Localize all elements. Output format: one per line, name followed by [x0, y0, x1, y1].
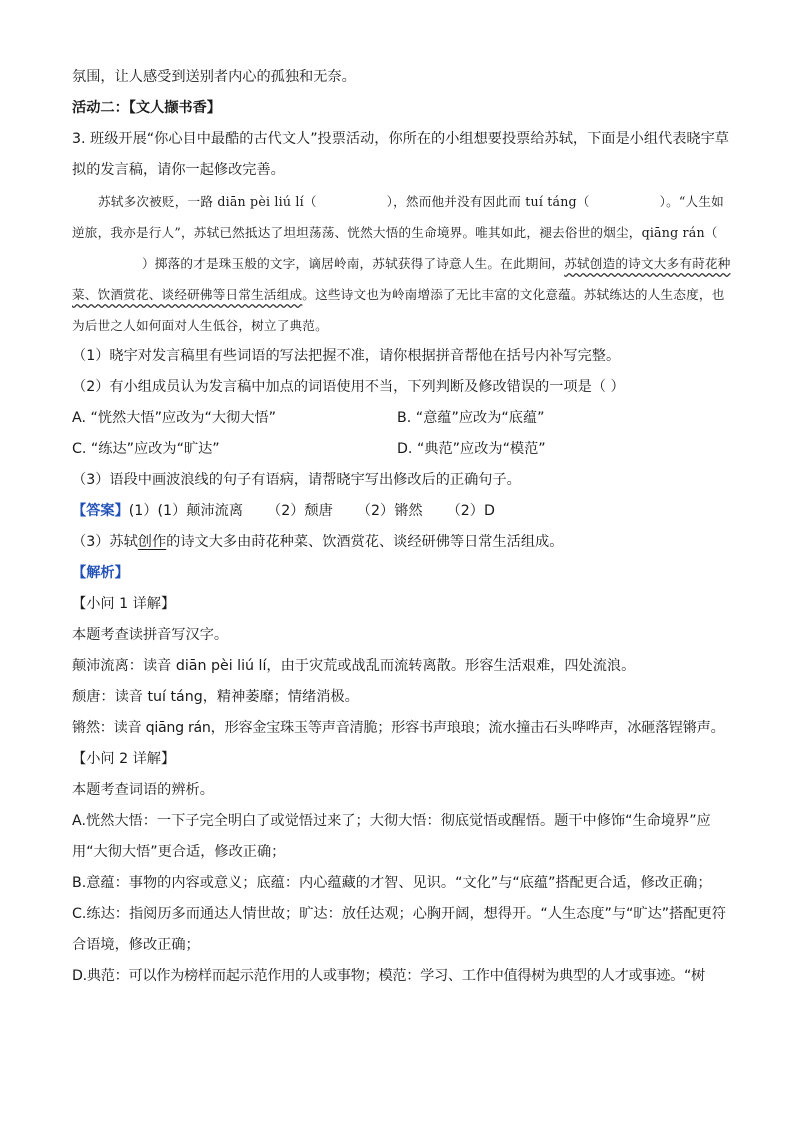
- answer-text: （3）苏轼: [72, 534, 138, 550]
- sub-question: （1）晓宇对发言稿里有些词语的写法把握不准，请你根据拼音帮他在括号内补写完整。: [72, 348, 621, 364]
- text-line: D.典范：可以作为榜样而起示范作用的人或事物；模范：学习、工作中值得树为典型的人才或事迹。“树: [72, 968, 705, 984]
- text-line: C.练达：指阅历多而通达人情世故；旷达：放任达观；心胸开阔，想得开。“人生态度”与“旷达”搭配更符合语境，修改正确；: [72, 906, 726, 953]
- underlined-word: 创作: [137, 534, 167, 550]
- answer-line: [72, 496, 732, 527]
- passage-text: ），然而他并没有因此而 tuí táng（: [386, 194, 590, 209]
- answer-item: （2）D: [446, 503, 495, 519]
- passage-text: ）。“人生如逆旅，我亦是行人”，苏轼已然抵达了坦坦荡荡、恍然大悟的生命境界。唯其如此，褪去俗世的烟尘，qiāng rán（: [72, 194, 724, 240]
- analysis-tag: 【解析】: [72, 565, 129, 581]
- sub-question: （3）语段中画波浪线的句子有语病，请帮晓宇写出修改后的正确句子。: [72, 472, 521, 488]
- options-row: [72, 403, 732, 434]
- options-row: [72, 434, 732, 465]
- text-line: A.恍然大悟：一下子完全明白了或觉悟过来了；大彻大悟：彻底觉悟或醒悟。题干中修饰“生命境界”应用“大彻大悟”更合适，修改正确；: [72, 813, 711, 860]
- question-prompt: 3. 班级开展“你心目中最酷的古代文人”投票活动，你所在的小组想要投票给苏轼，下面是小组代表晓宇草拟的发言稿，请你一起修改完善。: [72, 131, 729, 178]
- passage-text: 。这些诗文也为岭南增添了无比丰富的文化意蕴。苏轼练达的人生态度，也为后世之人如何面对人生低谷，树立了典范。: [72, 287, 725, 333]
- option-b: B. “意蕴”应改为“底蕴”: [397, 410, 545, 426]
- answer-item: (1）(1）颠沛流离: [128, 503, 244, 519]
- text-line: 氛围，让人感受到送别者内心的孤独和无奈。: [72, 69, 356, 85]
- passage-text: 苏轼多次被贬，一路 diān pèi liú lí（: [98, 194, 317, 209]
- text-line: 本题考查词语的辨析。: [72, 782, 214, 798]
- document-content: [72, 62, 732, 992]
- answer-line: [72, 527, 732, 558]
- answer-item: （2）锵然: [356, 503, 423, 519]
- sub-question: （2）有小组成员认为发言稿中加点的词语使用不当，下列判断及修改错误的一项是（ ）: [72, 379, 625, 395]
- passage-text: ）掷落的才是珠玉般的文字，谪居岭南，苏轼获得了诗意人生。在此期间，: [142, 256, 565, 271]
- section-heading: 活动二：【文人撷书香】: [72, 100, 221, 116]
- option-c: C. “练达”应改为“旷达”: [72, 441, 220, 457]
- answer-text: 的诗文大多由莳花种菜、饮酒赏花、谈经研佛等日常生活组成。: [166, 534, 564, 550]
- text-line: 锵然：读音 qiāng rán，形容金宝珠玉等声音清脆；形容书声琅琅；流水撞击石头哗哗声，冰砸落锃锵声。: [72, 720, 725, 736]
- speech-passage: [72, 186, 732, 341]
- option-a: A. “恍然大悟”应改为“大彻大悟”: [72, 410, 276, 426]
- wavy-underlined-sentence: 苏轼创造的诗文大多有莳花种菜、饮酒赏花、谈经研佛等日常生活组成: [72, 256, 731, 302]
- subsection-title: 【小问 1 详解】: [72, 596, 176, 612]
- answer-item: （2）颓唐: [267, 503, 333, 519]
- text-line: 颠沛流离：读音 diān pèi liú lí，由于灾荒或战乱而流转离散。形容生活艰难，四处流浪。: [72, 658, 636, 674]
- answer-tag: 【答案】: [72, 503, 129, 519]
- text-line: 本题考查读拼音写汉字。: [72, 627, 229, 643]
- option-d: D. “典范”应改为“模范”: [397, 441, 546, 457]
- text-line: B.意蕴：事物的内容或意义；底蕴：内心蕴藏的才智、见识。“文化”与“底蕴”搭配更合适，修改正确；: [72, 875, 712, 891]
- subsection-title: 【小问 2 详解】: [72, 751, 176, 767]
- text-line: 颓唐：读音 tuí táng，精神萎靡；情绪消极。: [72, 689, 359, 705]
